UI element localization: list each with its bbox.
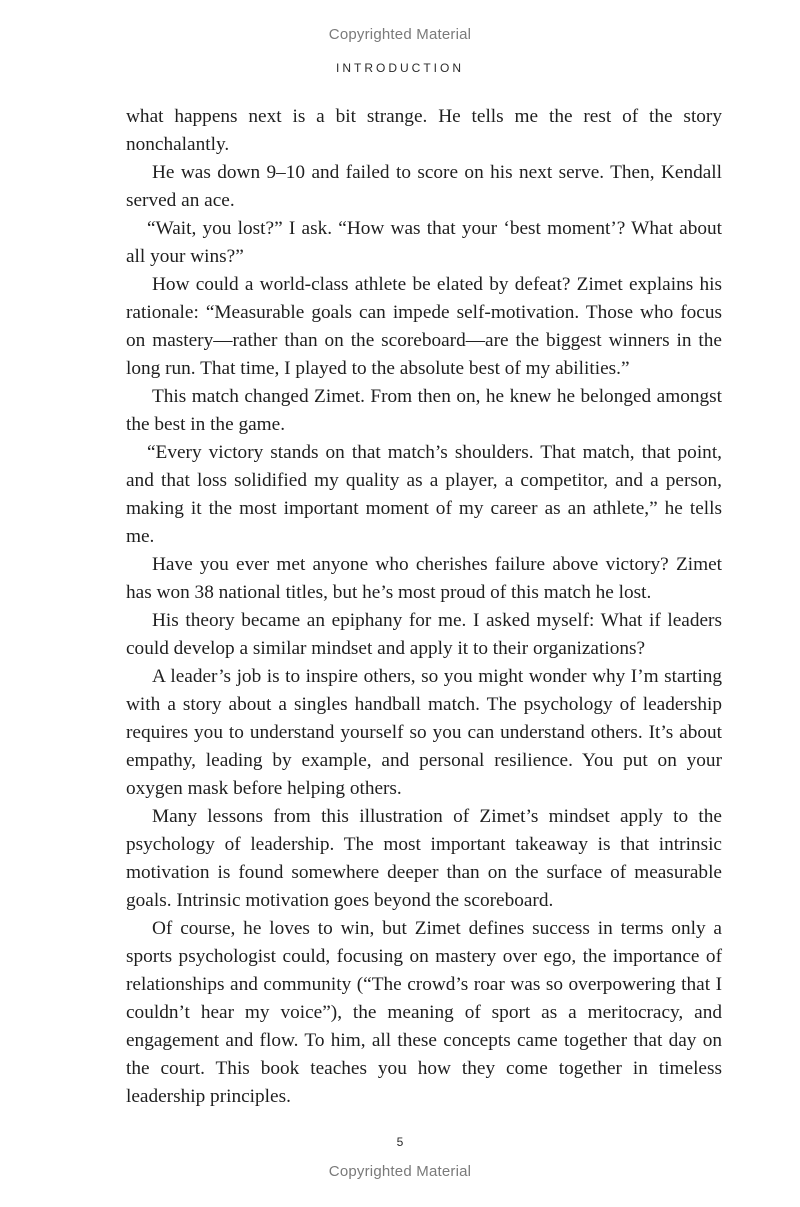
paragraph: A leader’s job is to inspire others, so you might wonder why I’m starting with a story about a singles handball match. The psychology of leadership requires you to understand yourself so you can understand others. It’s about empathy, leading by example, and personal resilience. You put on your oxygen mask before helping others.: [126, 666, 722, 799]
paragraph: Many lessons from this illustration of Zimet’s mindset apply to the psychology of leadership. The most important takeaway is that intrinsic motivation is found somewhere deeper than on the surface of measurable goals. Intrinsic motivation goes beyond the scoreboard.: [126, 806, 722, 911]
paragraph: “Every victory stands on that match’s shoulders. That match, that point, and that loss solidified my quality as a player, a competitor, and a person, making it the most important moment of my career as an athlete,” he tells me.: [126, 442, 722, 547]
paragraph: Of course, he loves to win, but Zimet defines success in terms only a sports psychologist could, focusing on mastery over ego, the importance of relationships and community (“The crowd’s roar was so overpowering that I couldn’t hear my voice”), the meaning of sport as a meritocracy, and engagement and flow. To him, all these concepts came together that day on the court. This book teaches you how they come together in timeless leadership principles.: [126, 918, 722, 1107]
paragraph: “Wait, you lost?” I ask. “How was that your ‘best moment’? What about all your wins?”: [126, 218, 722, 267]
body-text: [126, 103, 722, 1111]
copyright-watermark-top: Copyrighted Material: [328, 26, 472, 43]
paragraph: what happens next is a bit strange. He tells me the rest of the story nonchalantly.: [126, 106, 722, 155]
paragraph: He was down 9–10 and failed to score on his next serve. Then, Kendall served an ace.: [126, 162, 722, 211]
paragraph: How could a world-class athlete be elated by defeat? Zimet explains his rationale: “Measurable goals can impede self-motivation. Those who focus on mastery—rather than on the scoreboard—are the biggest winners in the long run. That time, I played to the absolute best of my abilities.”: [126, 274, 722, 379]
running-head: INTRODUCTION: [336, 61, 464, 75]
paragraph: This match changed Zimet. From then on, he knew he belonged amongst the best in the game.: [126, 386, 722, 435]
paragraph: His theory became an epiphany for me. I asked myself: What if leaders could develop a similar mindset and apply it to their organizations?: [126, 610, 722, 659]
copyright-watermark-bottom: Copyrighted Material: [328, 1163, 472, 1180]
page-number: 5: [396, 1135, 404, 1149]
paragraph: Have you ever met anyone who cherishes failure above victory? Zimet has won 38 national titles, but he’s most proud of this match he lost.: [126, 554, 722, 603]
